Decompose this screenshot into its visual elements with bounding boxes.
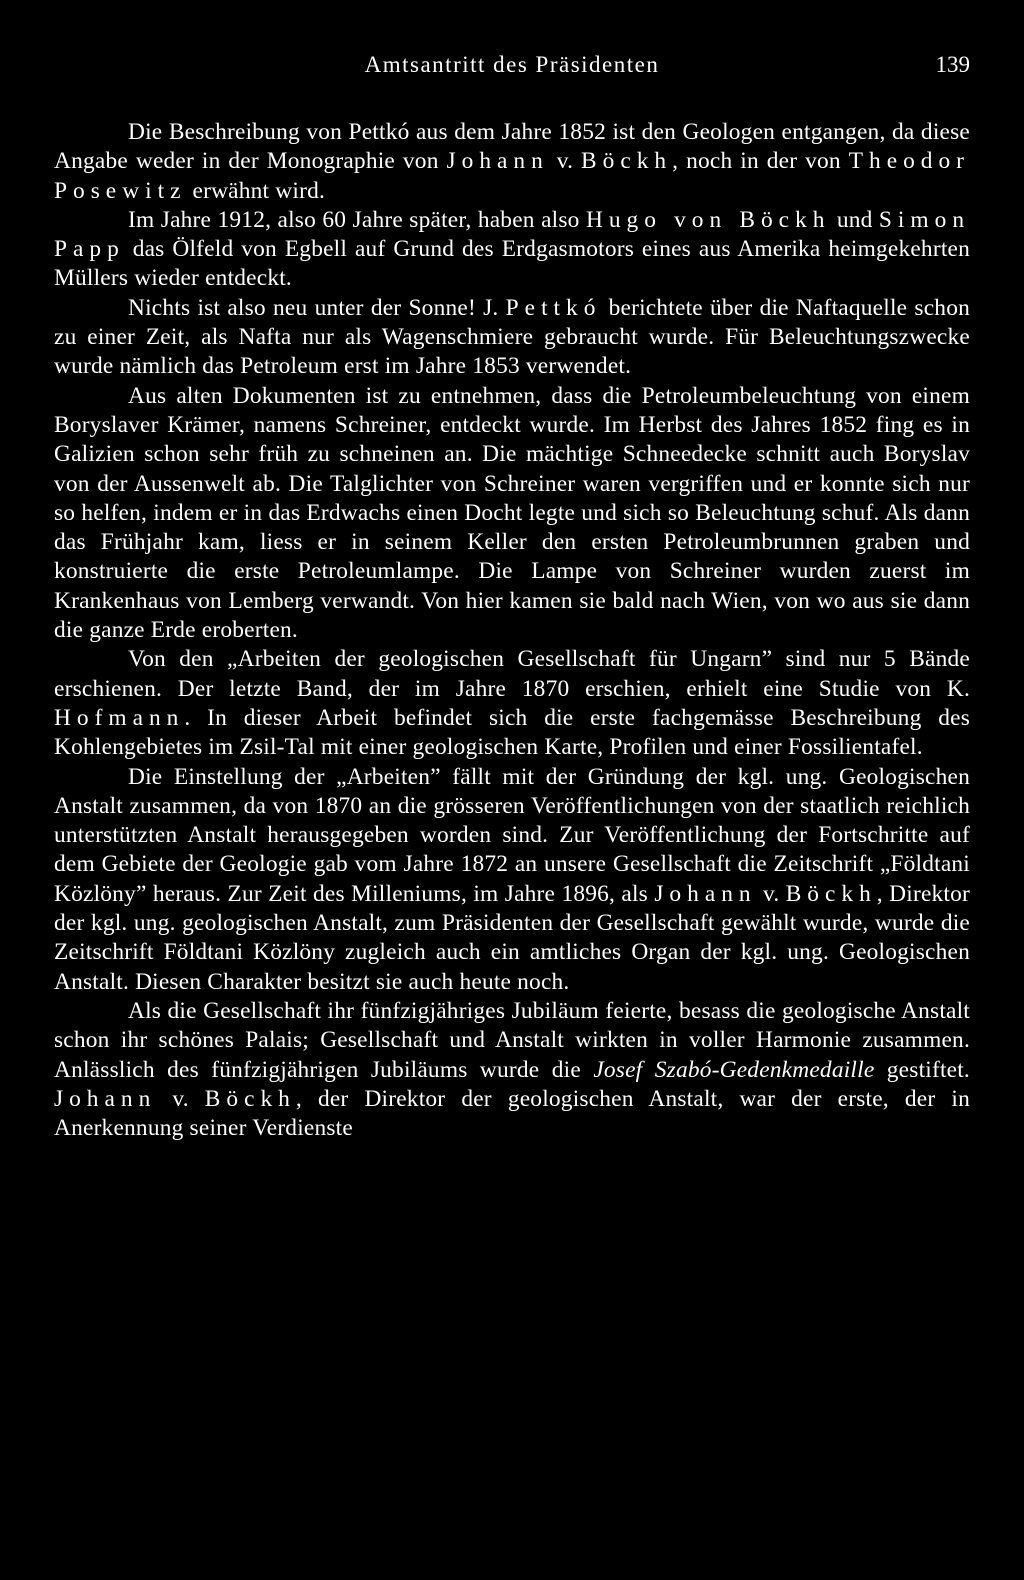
text-run: gestiftet. — [874, 1056, 970, 1083]
text-run: v. — [756, 880, 786, 907]
text-run: Die Beschreibung von Pettkó aus dem Jahre 1852 ist den Geologen entgangen, da diese Angabe weder in der Monographie von — [54, 119, 970, 175]
text-run: , noch in der von — [672, 148, 849, 175]
spaced-name: Theodor Posewitz — [54, 148, 970, 204]
spaced-name: Böckh — [204, 1085, 296, 1112]
text-run: Die Einstellung der „Arbeiten” fällt mit der Gründung der kgl. ung. Geologischen Anstalt zusammen, da von 1870 an die grösseren Veröffentlichungen von der staatlich reichlich unterstützten Anstalt herausgegeben worden sind. Zur Veröffentlichung der Fortschritte auf dem Gebiete der Geologie gab vom Jahre 1872 an unsere Gesellschaft die Zeitschrift „Földtani Közlöny” heraus. Zur Zeit des Milleniums, im Jahre 1896, als — [54, 763, 970, 907]
spaced-name: Pettkó — [505, 294, 602, 321]
spaced-name: Simon Papp — [54, 206, 971, 263]
text-run: das Ölfeld von Egbell auf Grund des Erdgasmotors eines aus Amerika heimgekehrten Müllers wieder entdeckt. — [54, 236, 970, 292]
text-run: erwähnt wird. — [186, 177, 326, 204]
spaced-name: Johann — [654, 880, 757, 907]
text-run: . In dieser Arbeit befindet sich die erste fachgemässe Beschreibung des Kohlengebietes im Zsil-Tal mit einer geologischen Karte, Profilen und einer Fossilientafel. — [54, 704, 970, 761]
text-run: , Direktor der kgl. ung. geologischen Anstalt, zum Präsidenten der Gesellschaft gewählt wurde, wurde die Zeitschrift Földtani Közlöny zugleich auch ein amtliches Organ der kgl. ung. Geologischen Anstalt. Diesen Charakter besitzt sie auch heute noch. — [54, 880, 970, 995]
text-run: Nichts ist also neu unter der Sonne! J. — [128, 294, 506, 321]
spaced-name: Hugo von Böckh — [585, 206, 831, 233]
spaced-name: Böckh — [581, 148, 673, 175]
text-run: v. — [156, 1085, 205, 1112]
spaced-name: Johann — [446, 148, 549, 175]
text-run: Im Jahre 1912, also 60 Jahre später, haben also — [128, 206, 586, 233]
paragraph-6 — [54, 763, 970, 997]
spaced-name: Böckh — [785, 880, 877, 907]
paragraph-2 — [54, 206, 970, 294]
text-run: v. — [548, 148, 582, 175]
paragraph-7 — [54, 997, 970, 1143]
text-run: , der Direktor der geologischen Anstalt, war der erste, der in Anerkennung seiner Verdienste — [54, 1085, 970, 1142]
text-run: berichtete über die Naftaquelle schon zu einer Zeit, als Nafta nur als Wagenschmiere gebraucht wurde. Für Beleuchtungszwecke wurde nämlich das Petroleum erst im Jahre 1853 verwendet. — [54, 294, 970, 380]
spaced-name: Hofmann — [54, 704, 185, 731]
text-run: Von den „Arbeiten der geologischen Gesellschaft für Ungarn” sind nur 5 Bände erschienen. Der letzte Band, der im Jahre 1870 erschien, erhielt eine Studie von K. — [54, 646, 970, 702]
spaced-name: Johann — [54, 1085, 157, 1112]
body-text — [54, 118, 970, 1143]
page-number: 139 — [935, 52, 970, 77]
page-header — [54, 52, 970, 92]
paragraph-4 — [54, 382, 970, 646]
paragraph-3 — [54, 294, 970, 382]
italic-title: Josef Szabó-Gedenkmedaille — [593, 1056, 875, 1083]
text-run: Als die Gesellschaft ihr fünfzigjähriges Jubiläum feierte, besass die geologische Anstalt schon ihr schönes Palais; Gesellschaft und Anstalt wirkten in voller Harmonie zusammen. Anlässlich des fünfzigjährigen Jubiläums wurde die — [54, 997, 970, 1083]
paragraph-1 — [54, 118, 970, 206]
paragraph-5 — [54, 645, 970, 762]
text-run: und — [830, 206, 879, 233]
running-head: Amtsantritt des Präsidenten — [364, 52, 660, 77]
text-run: Aus alten Dokumenten ist zu entnehmen, dass die Petroleumbeleuchtung von einem Boryslaver Krämer, namens Schreiner, entdeckt wurde. Im Herbst des Jahres 1852 fing es in Galizien schon sehr früh zu schneinen an. Die mächtige Schneedecke schnitt auch Boryslav von der Aussenwelt ab. Die Talglichter von Schreiner waren vergriffen und er konnte sich nur so helfen, indem er in das Erdwachs einen Docht legte und sich so Beleuchtung schuf. Als dann das Frühjahr kam, liess er in seinem Keller den ersten Petroleumbrunnen graben und konstruierte die erste Petroleumlampe. Die Lampe von Schreiner wurden zuerst im Krankenhaus von Lemberg verwandt. Von hier kamen sie bald nach Wien, von wo aus sie dann die ganze Erde eroberten. — [54, 382, 970, 644]
